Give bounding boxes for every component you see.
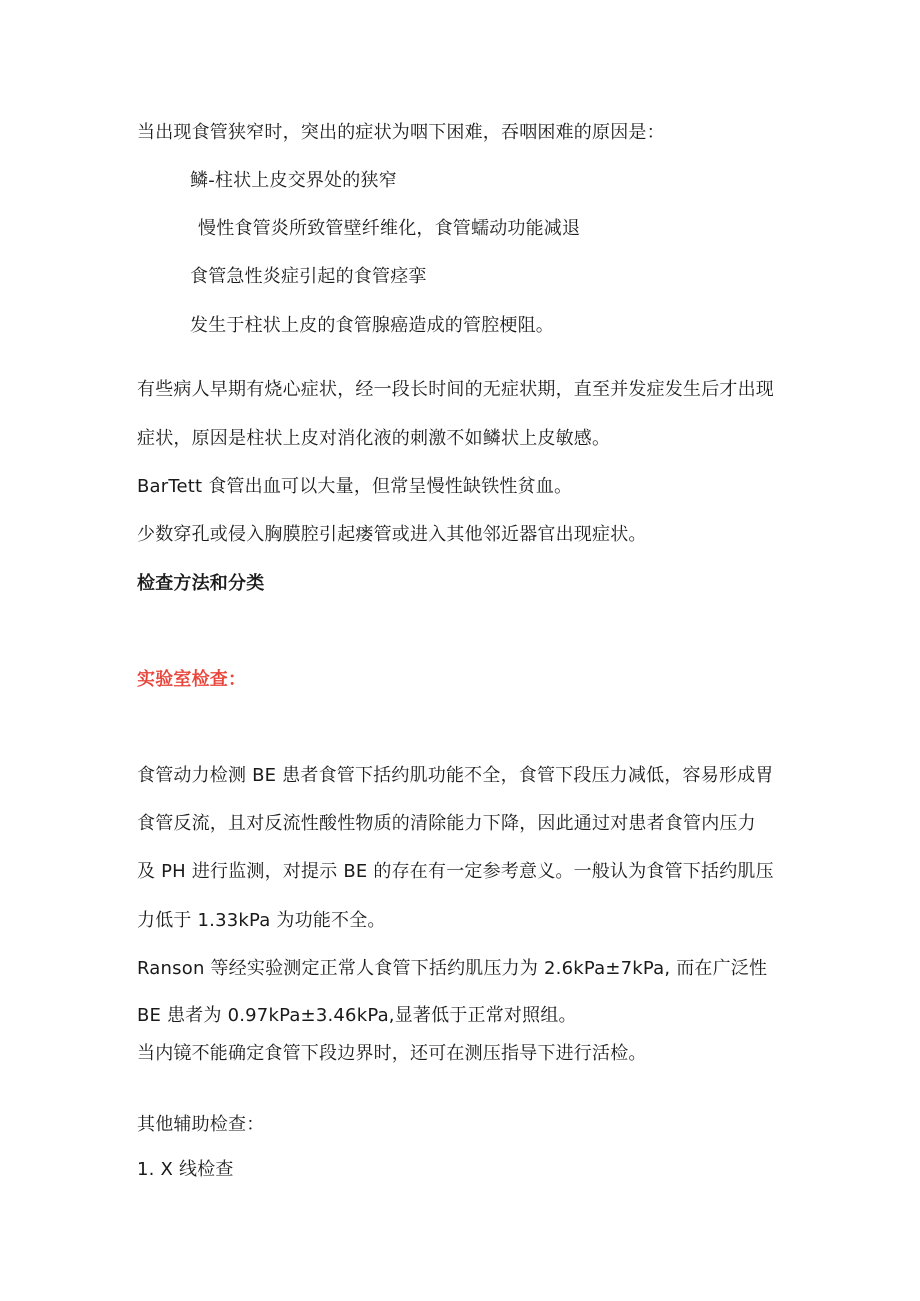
bleeding-text: BarTett 食管出血可以大量，但常呈慢性缺铁性贫血。: [137, 476, 573, 497]
perforation-text: 少数穿孔或侵入胸膜腔引起瘘管或进入其他邻近器官出现症状。: [137, 524, 647, 545]
lab-paragraph-line-4: 力低于 1.33kPa 为功能不全。: [137, 910, 386, 931]
other-exams-heading: 其他辅助检查：: [137, 1114, 265, 1135]
lab-paragraph-line-2: 食管反流，且对反流性酸性物质的清除能力下降，因此通过对患者食管内压力: [137, 813, 756, 834]
symptom-paragraph-line-1: 有些病人早期有烧心症状，经一段长时间的无症状期，直至并发症发生后才出现: [137, 379, 774, 400]
cause-item-4: 发生于柱状上皮的食管腺癌造成的管腔梗阻。: [190, 315, 554, 336]
section-heading: 检查方法和分类: [137, 573, 265, 594]
lab-heading: 实验室检查：: [137, 669, 247, 690]
cause-item-1: 鳞-柱状上皮交界处的狭窄: [190, 170, 397, 191]
biopsy-note: 当内镜不能确定食管下段边界时，还可在测压指导下进行活检。: [137, 1043, 647, 1064]
ranson-paragraph-line-1: Ranson 等经实验测定正常人食管下括约肌压力为 2.6kPa±7kPa, 而在广泛性: [137, 958, 768, 979]
cause-item-2: 慢性食管炎所致管壁纤维化，食管蠕动功能减退: [198, 218, 581, 239]
symptom-paragraph-line-2: 症状，原因是柱状上皮对消化液的刺激不如鳞状上皮敏感。: [137, 428, 611, 449]
intro-lead: 当出现食管狭窄时，突出的症状为咽下困难，吞咽困难的原因是：: [137, 122, 665, 143]
ranson-paragraph-line-2: BE 患者为 0.97kPa±3.46kPa,显著低于正常对照组。: [137, 1005, 577, 1026]
xray-list-item: 1. X 线检查: [137, 1159, 234, 1180]
lab-paragraph-line-1: 食管动力检测 BE 患者食管下括约肌功能不全，食管下段压力减低，容易形成胃: [137, 765, 774, 786]
cause-item-3: 食管急性炎症引起的食管痉挛: [190, 266, 427, 287]
lab-paragraph-line-3: 及 PH 进行监测，对提示 BE 的存在有一定参考意义。一般认为食管下括约肌压: [137, 861, 774, 882]
